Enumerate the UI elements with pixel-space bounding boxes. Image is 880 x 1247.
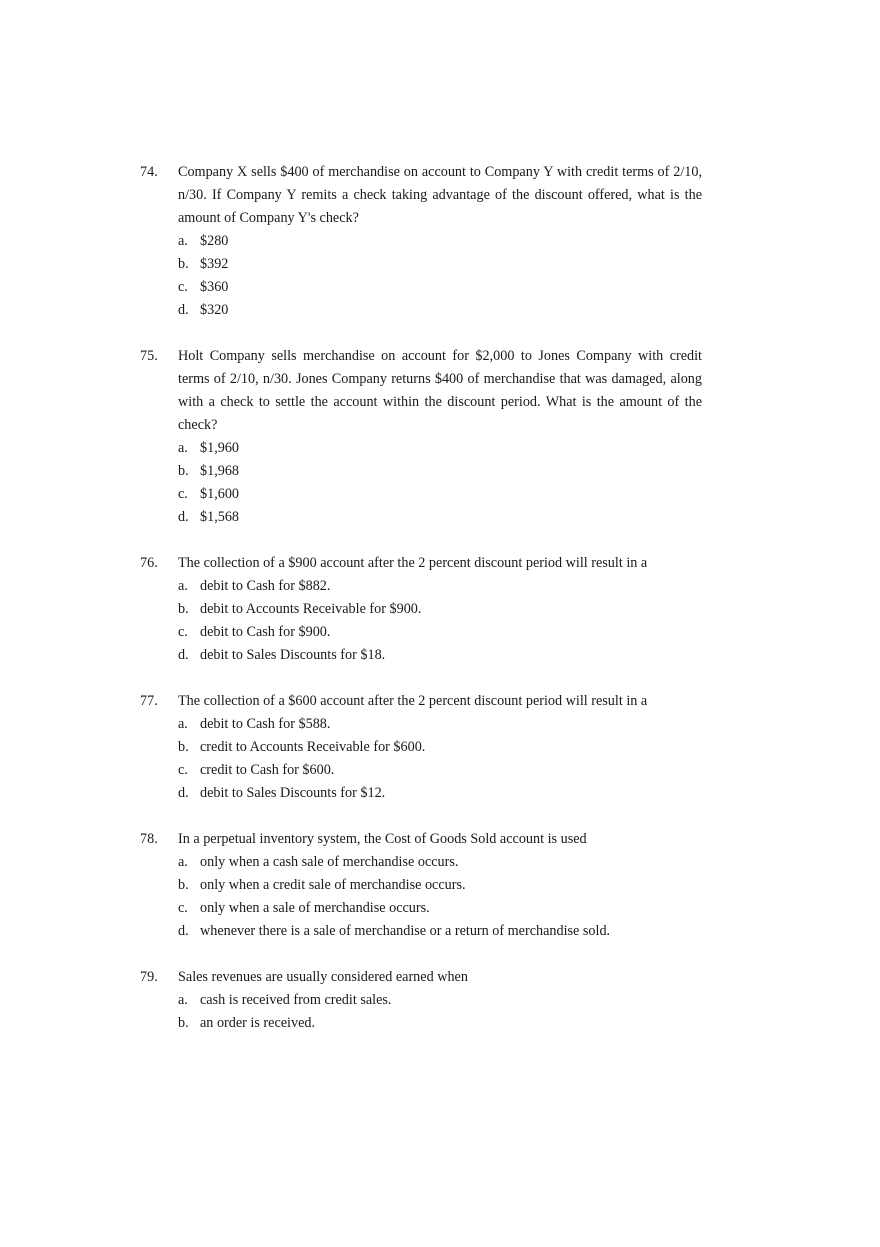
option-text: only when a cash sale of merchandise occurs. — [200, 854, 459, 870]
option-letter: c. — [178, 900, 188, 916]
option-b — [178, 460, 702, 483]
answer-options — [178, 851, 702, 943]
option-letter: c. — [178, 279, 188, 295]
option-d — [178, 920, 702, 943]
option-a — [178, 989, 702, 1012]
question-number: 77. — [140, 693, 158, 709]
option-letter: b. — [178, 463, 189, 479]
option-letter: d. — [178, 647, 189, 663]
option-text: $360 — [200, 279, 229, 295]
option-a — [178, 713, 702, 736]
option-text: debit to Sales Discounts for $18. — [200, 647, 386, 663]
question-stem: The collection of a $600 account after the 2 percent discount period will result in a — [178, 693, 648, 709]
answer-options — [178, 713, 702, 805]
option-text: whenever there is a sale of merchandise or a return of merchandise sold. — [200, 923, 611, 939]
question-stem: Holt Company sells merchandise on account for $2,000 to Jones Company with credit terms of 2/10, n/30. Jones Company returns $400 of merchandise that was damaged, along with a check to settle the account within the discount period. What is the amount of the check? — [178, 348, 702, 433]
option-text: only when a credit sale of merchandise occurs. — [200, 877, 466, 893]
option-text: $320 — [200, 302, 229, 318]
question-stem: Sales revenues are usually considered earned when — [178, 969, 468, 985]
option-letter: c. — [178, 762, 188, 778]
answer-options — [178, 989, 702, 1035]
option-b — [178, 598, 702, 621]
question-number: 79. — [140, 969, 158, 985]
question-78 — [140, 828, 702, 943]
question-number: 75. — [140, 348, 158, 364]
answer-options — [178, 230, 702, 322]
option-text: credit to Cash for $600. — [200, 762, 335, 778]
option-letter: b. — [178, 1015, 189, 1031]
option-text: $392 — [200, 256, 229, 272]
option-text: debit to Sales Discounts for $12. — [200, 785, 386, 801]
option-text: $280 — [200, 233, 229, 249]
option-text: $1,600 — [200, 486, 240, 502]
answer-options — [178, 575, 702, 667]
option-a — [178, 575, 702, 598]
option-text: debit to Accounts Receivable for $900. — [200, 601, 422, 617]
option-d — [178, 644, 702, 667]
question-number: 76. — [140, 555, 158, 571]
option-c — [178, 897, 702, 920]
option-a — [178, 851, 702, 874]
answer-options — [178, 437, 702, 529]
question-74 — [140, 161, 702, 322]
option-text: $1,960 — [200, 440, 240, 456]
question-75 — [140, 345, 702, 529]
option-letter: c. — [178, 624, 188, 640]
option-d — [178, 506, 702, 529]
option-text: debit to Cash for $588. — [200, 716, 331, 732]
question-number: 74. — [140, 164, 158, 180]
option-c — [178, 759, 702, 782]
option-letter: a. — [178, 716, 188, 732]
option-a — [178, 437, 702, 460]
option-letter: d. — [178, 509, 189, 525]
option-a — [178, 230, 702, 253]
option-d — [178, 299, 702, 322]
option-letter: d. — [178, 785, 189, 801]
option-b — [178, 1012, 702, 1035]
option-b — [178, 253, 702, 276]
question-79 — [140, 966, 702, 1035]
option-letter: a. — [178, 854, 188, 870]
question-number: 78. — [140, 831, 158, 847]
option-letter: b. — [178, 739, 189, 755]
option-text: an order is received. — [200, 1015, 316, 1031]
option-c — [178, 483, 702, 506]
question-stem: Company X sells $400 of merchandise on account to Company Y with credit terms of 2/10, n/30. If Company Y remits a check taking advantage of the discount offered, what is the amount of Company Y's check? — [178, 164, 702, 226]
question-stem: In a perpetual inventory system, the Cost of Goods Sold account is used — [178, 831, 587, 847]
option-letter: c. — [178, 486, 188, 502]
option-letter: a. — [178, 992, 188, 1008]
option-c — [178, 276, 702, 299]
question-76 — [140, 552, 702, 667]
option-text: credit to Accounts Receivable for $600. — [200, 739, 426, 755]
option-letter: b. — [178, 256, 189, 272]
option-letter: a. — [178, 233, 188, 249]
option-c — [178, 621, 702, 644]
option-letter: b. — [178, 877, 189, 893]
option-d — [178, 782, 702, 805]
option-b — [178, 874, 702, 897]
option-text: $1,968 — [200, 463, 240, 479]
option-text: debit to Cash for $900. — [200, 624, 331, 640]
option-letter: d. — [178, 923, 189, 939]
option-letter: b. — [178, 601, 189, 617]
option-text: debit to Cash for $882. — [200, 578, 331, 594]
option-b — [178, 736, 702, 759]
option-letter: a. — [178, 440, 188, 456]
question-stem: The collection of a $900 account after the 2 percent discount period will result in a — [178, 555, 648, 571]
question-77 — [140, 690, 702, 805]
option-text: $1,568 — [200, 509, 240, 525]
option-text: cash is received from credit sales. — [200, 992, 392, 1008]
option-letter: d. — [178, 302, 189, 318]
option-text: only when a sale of merchandise occurs. — [200, 900, 430, 916]
option-letter: a. — [178, 578, 188, 594]
